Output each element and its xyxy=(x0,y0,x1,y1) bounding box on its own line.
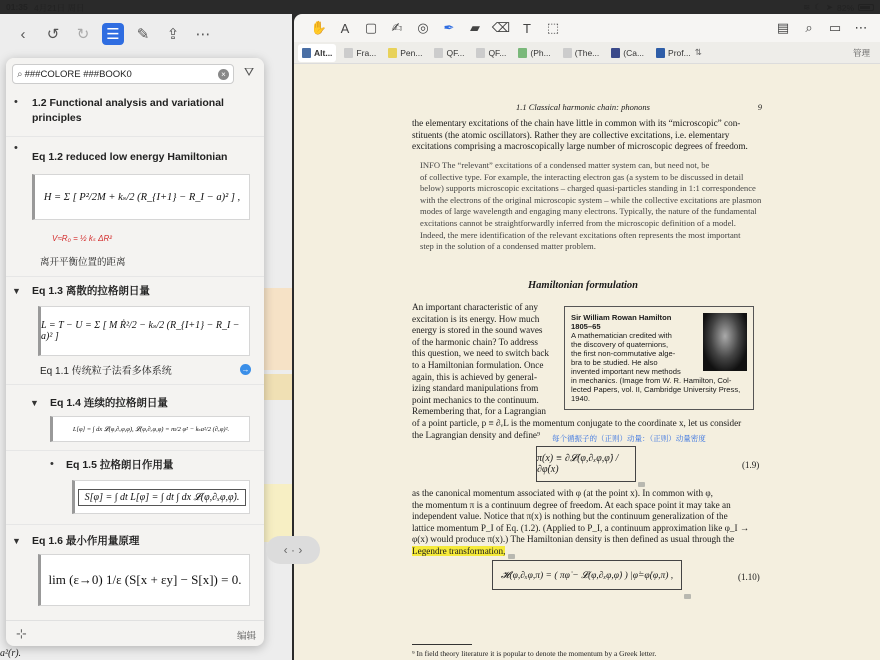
tab-fra[interactable] xyxy=(340,44,380,62)
page-header: 1.1 Classical harmonic chain: phonons xyxy=(516,102,650,112)
battery-percent: 82% xyxy=(836,2,854,13)
text-line: modes of large wavelength and engaging many electrons. Typically, the nature of the fundamental xyxy=(420,206,757,217)
outline-item-eq-1-6[interactable] xyxy=(6,530,264,614)
tab-label: Alt... xyxy=(314,47,333,58)
text-line: excitations comprising a macroscopically large number of microscopic degrees of freedom. xyxy=(412,141,748,152)
tab-qf-2[interactable] xyxy=(472,44,510,62)
tab-pen[interactable] xyxy=(384,44,426,62)
status-right xyxy=(803,2,874,13)
text-line: excitation is its energy. How much xyxy=(412,313,540,324)
text-line: of collective type. For example, the interacting electron gas (a system to be discussed in detail xyxy=(420,171,744,182)
tab-label: Pen... xyxy=(400,47,423,58)
search-value: ###COLORE ###BOOK0 xyxy=(24,68,132,80)
filter-icon[interactable]: ⛛ xyxy=(243,65,255,79)
hand-icon[interactable]: ✋ xyxy=(310,20,328,35)
bullet-icon: • xyxy=(14,142,18,154)
status-bar xyxy=(0,0,880,14)
outline-item-title: 1.2 Functional analysis and variational xyxy=(32,97,224,109)
textbox-icon[interactable]: T xyxy=(523,20,531,36)
link-arrow-icon[interactable]: → xyxy=(241,365,250,374)
text-line: lected Papers, vol. II, Cambridge University Press, xyxy=(571,385,741,394)
tab-prof[interactable] xyxy=(652,44,695,62)
collapse-triangle-icon[interactable]: ▼ xyxy=(30,398,39,408)
text-line: point mechanics to the continuum. xyxy=(412,394,539,405)
outline-link-note[interactable]: Eq 1.1 传统粒子法看多体系统 xyxy=(40,366,172,377)
equation-image: L = T − U = Σ [ M Ṙ²/2 − kₛ/2 (R_{I+1} − R_I − a)² ] xyxy=(38,306,250,356)
text-line: with the electrons of the original microscopic system – while the collective excitations are plasmon xyxy=(420,194,762,205)
text-line: Indeed, the mere identification of the relevant excitations often represents the most important xyxy=(420,229,741,240)
rect-select-icon[interactable]: ▢ xyxy=(364,20,378,35)
behind-annotation-strip xyxy=(262,288,292,370)
text-line: φ(x) would produce π(x).) The Hamiltonian density is then defined as usual through the xyxy=(412,534,735,545)
text-line: of the harmonic chain? To address xyxy=(412,336,538,347)
equation-image xyxy=(72,480,250,514)
chevron-left-icon[interactable]: ‹ xyxy=(20,25,26,43)
text-line: An important characteristic of any xyxy=(412,302,539,312)
divider xyxy=(6,524,264,525)
outline-item-title: Eq 1.5 拉格朗日作用量 xyxy=(66,459,174,471)
redo-icon[interactable]: ↻ xyxy=(76,26,90,43)
text-line: INFO The “relevant” excitations of a condensed matter system can, but need not, be xyxy=(420,160,710,170)
text-line: this question, we need to switch back xyxy=(412,348,550,359)
tab-ph[interactable] xyxy=(514,44,554,62)
handwritten-annotation: V≈R₀ = ½ kₛ ΔR² xyxy=(52,234,112,243)
text-line: A mathematician credited with xyxy=(571,331,672,340)
tab-label: (Ca... xyxy=(623,47,645,58)
text-line: the discovery of quaternions, xyxy=(571,340,669,349)
equation-1-9: π(x) ≡ ∂𝓛(φ,∂ₓφ,φ̇) / ∂φ̇(x) xyxy=(536,446,636,482)
text-line: to a Hamiltonian formulation. Once xyxy=(412,359,544,370)
outline-item-title: Eq 1.3 离散的拉格朗日量 xyxy=(32,285,150,297)
comment-icon[interactable] xyxy=(638,482,645,487)
document-icon[interactable]: ▤ xyxy=(776,20,790,35)
portrait-caption xyxy=(571,313,741,403)
text-line: Remembering that, for a Lagrangian xyxy=(412,406,546,417)
tab-alt[interactable] xyxy=(298,44,336,62)
pen-icon[interactable]: ✒ xyxy=(443,20,455,35)
pdf-page xyxy=(294,64,880,660)
shape-icon[interactable]: ⬚ xyxy=(546,20,560,35)
equation-image: lim (ε→0) 1/ε (S[x + εy] − S[x]) = 0. xyxy=(38,554,250,606)
highlighted-text[interactable]: Legendre transformation, xyxy=(412,545,506,556)
hamilton-portrait-image xyxy=(703,313,747,371)
text-line: in mechanics. (Image from W. R. Hamilton, Col- xyxy=(571,376,732,385)
bullet-icon: • xyxy=(14,96,18,108)
footnote-divider xyxy=(412,644,472,645)
outline-item-title: Eq 1.6 最小作用量原理 xyxy=(32,535,140,547)
left-toolbar xyxy=(0,14,292,54)
text-line: as the canonical momentum associated with φ (at the point x). In common with φ, xyxy=(412,488,713,498)
edit-button[interactable]: 编辑 xyxy=(236,631,256,642)
equation-1-10: 𝓗(φ,∂ₓφ,π) = ( πφ̇ − 𝓛(φ,∂ₓφ,φ̇) ) |φ̇=φ̇(φ,π) , xyxy=(492,560,682,590)
section-title: Hamiltonian formulation xyxy=(528,280,638,291)
divider xyxy=(6,384,264,385)
outline-note: 离开平衡位置的距离 xyxy=(40,257,126,268)
outline-item-eq-1-3[interactable] xyxy=(6,280,264,380)
text-line: independent value. Notice that π(x) is nothing but the continuum generalization of the xyxy=(412,511,728,522)
equation-image: L[φ] = ∫ dx 𝓛(φ,∂ₓφ,φ̇), 𝓛(φ,∂ₓφ,φ̇) = m/2 φ̇² − kₛa²/2 (∂ₓφ)². xyxy=(50,416,250,442)
hamilton-portrait-box xyxy=(564,306,754,410)
manage-button[interactable]: 管理 xyxy=(852,47,870,58)
document-tabs xyxy=(294,42,880,64)
page-number: 9 xyxy=(757,102,762,112)
status-time: 01:35 xyxy=(6,2,28,12)
divider xyxy=(6,136,264,137)
text-select-icon[interactable]: A xyxy=(340,20,350,36)
pdf-pane xyxy=(294,14,880,660)
split-handle[interactable]: ‹ · › xyxy=(266,536,320,564)
paragraph-2 xyxy=(412,302,549,418)
outline-item-eq-1-5[interactable] xyxy=(6,456,264,520)
tab-label: Fra... xyxy=(356,47,377,58)
tab-qf-1[interactable] xyxy=(430,44,468,62)
wifi-icon: ≋ xyxy=(803,2,811,12)
comment-icon[interactable] xyxy=(684,594,691,599)
paragraph-1 xyxy=(412,118,748,153)
collapse-triangle-icon[interactable]: ▼ xyxy=(12,536,21,546)
collapse-triangle-icon[interactable]: ▼ xyxy=(12,286,21,296)
outline-item-title: principles xyxy=(32,112,82,124)
outline-panel xyxy=(6,58,264,646)
text-line: izing standard manipulations from xyxy=(412,383,539,394)
text-line: again, this is achieved by general- xyxy=(412,371,538,382)
behind-annotation-strip xyxy=(262,484,292,542)
annotation-toolbar xyxy=(294,14,880,42)
moon-icon: ☾ xyxy=(814,2,822,12)
add-item-icon[interactable]: ⊹ xyxy=(16,626,27,641)
outline-item-title: Eq 1.2 reduced low energy Hamiltonian xyxy=(32,151,228,163)
portrait-years: 1805–65 xyxy=(571,322,601,331)
more-icon[interactable]: ⋯ xyxy=(195,26,211,43)
text-line: the momentum π is a continuum degree of freedom. At each space point it may take an xyxy=(412,499,731,510)
bookmark-icon[interactable]: ▭ xyxy=(828,20,842,35)
outline-icon[interactable]: ☰ xyxy=(102,23,124,45)
text-line: stituents (the atomic oscillators). Rather they are collective excitations, i.e. elementary xyxy=(412,129,730,140)
tab-label: QF... xyxy=(488,47,507,58)
search-row xyxy=(6,58,264,90)
highlighter-icon[interactable]: ▰ xyxy=(470,20,480,35)
equation-number: (1.10) xyxy=(738,572,760,582)
signature-icon[interactable]: ✍ xyxy=(391,20,403,35)
comment-icon[interactable] xyxy=(508,554,515,559)
eraser-icon[interactable]: ⌫ xyxy=(491,20,511,35)
outline-item-1-2[interactable] xyxy=(6,94,264,134)
behind-annotation-strip xyxy=(262,374,292,400)
blue-handwritten-note: 每个循振子的（正则）动量：（正则）动量密度 xyxy=(552,434,706,443)
text-line: the Lagrangian density and define⁹ xyxy=(412,429,541,440)
location-icon: ➤ xyxy=(825,2,833,12)
tab-label: QF... xyxy=(446,47,465,58)
text-line: excitations cannot be straightforwardly inferred from the microscopic definition of a model. xyxy=(420,217,736,228)
text-line: 1940. xyxy=(571,394,591,403)
sort-icon[interactable]: ⇅ xyxy=(694,47,702,57)
share-icon[interactable]: ⇪ xyxy=(166,26,180,43)
clear-icon[interactable]: × xyxy=(218,69,229,80)
text-line: energy is stored in the sound waves xyxy=(412,325,543,336)
divider xyxy=(6,450,264,451)
outline-item-title: Eq 1.4 连续的拉格朗日量 xyxy=(50,397,168,409)
divider xyxy=(6,276,264,277)
tab-label: Prof... xyxy=(668,47,691,58)
footnote: ⁹ In field theory literature it is popular to denote the momentum by a Greek letter. xyxy=(412,649,657,658)
info-box xyxy=(420,160,761,253)
outline-bottom-bar xyxy=(6,620,264,646)
bullet-icon: • xyxy=(50,458,54,470)
more-icon[interactable]: ⋯ xyxy=(854,20,868,35)
text-line: invented important new methods xyxy=(571,367,681,376)
text-line: the elementary excitations of the chain have little in common with its “microscopic” con- xyxy=(412,118,741,128)
outline-item-eq-1-4[interactable] xyxy=(6,392,264,450)
tab-the[interactable] xyxy=(559,44,604,62)
tab-label: (The... xyxy=(574,47,600,58)
search-icon[interactable]: ⌕ xyxy=(805,20,813,35)
search-input[interactable] xyxy=(12,64,234,84)
text-line: step in the solution of a condensed matter problem. xyxy=(420,241,596,252)
behind-text: a²(r). xyxy=(0,648,22,659)
text-line: lattice momentum P_I of Eq. (1.2). (Applied to P_I, a continuum approximation like φ_I → xyxy=(412,522,750,533)
text-line: the first non-commutative alge- xyxy=(571,349,676,358)
portrait-name: Sir William Rowan Hamilton xyxy=(571,313,672,322)
text-line: below) supports microscopic excitations – charged quasi-particles standing in 1:1 correspondence xyxy=(420,183,756,194)
paragraph-3 xyxy=(412,488,749,558)
battery-icon xyxy=(858,4,874,11)
undo-icon[interactable]: ↺ xyxy=(46,26,60,43)
tab-label: (Ph... xyxy=(530,47,551,58)
status-date: 4月21日 周日 xyxy=(34,3,85,13)
text-line: bra to be studied. He also xyxy=(571,358,658,367)
equation-number: (1.9) xyxy=(742,460,760,470)
outline-item-eq-1-2[interactable] xyxy=(6,142,264,272)
equation-text: S[φ] = ∫ dt L[φ] = ∫ dt ∫ dx 𝓛(φ,∂ₓφ,φ̇). xyxy=(78,489,247,506)
equation-image: H = Σ [ P²/2M + kₛ/2 (R_{I+1} − R_I − a)² ] , xyxy=(32,174,250,220)
search-icon: ⌕ xyxy=(17,68,23,80)
lasso-icon[interactable]: ◎ xyxy=(417,20,429,35)
edit-icon[interactable]: ✎ xyxy=(136,26,150,43)
tab-ca[interactable] xyxy=(607,44,648,62)
text-line: of a point particle, p ≡ ∂ᵥL is the momentum conjugate to the coordinate x, let us consider xyxy=(412,418,742,428)
